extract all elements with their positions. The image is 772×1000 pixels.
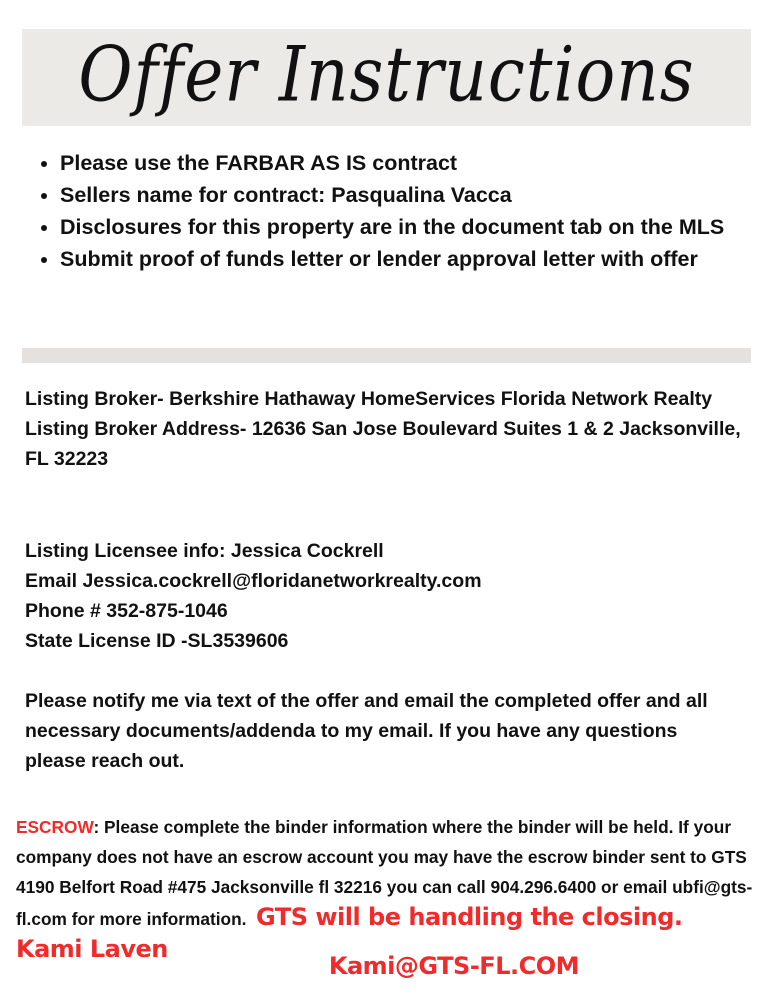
broker-address: Listing Broker Address- 12636 San Jose Boulevard Suites 1 & 2 Jacksonville, FL 32223 [25,418,741,470]
licensee-name: Listing Licensee info: Jessica Cockrell [25,540,384,562]
list-item: • Disclosures for this property are in the document tab on the MLS [60,211,772,243]
closing-contact-email: Kami@GTS-FL.COM [328,952,579,980]
page-title: Offer Instructions [78,30,695,119]
notify-paragraph: Please notify me via text of the offer and email the completed offer and all necessary documents/addenda to my email. If you have any questions please reach out. [25,690,708,772]
escrow-text: : Please complete the binder information where the binder will be held. If your company does not have an escrow account you may have the escrow binder sent to GTS 4190 Belfort Road #475 Jacksonville fl 32216 you can call 904.296.6400 or email ubfi@gts-fl.com for more information. [16,817,753,929]
instructions-list [33,147,772,275]
escrow-paragraph [16,812,756,966]
closing-note: GTS will be handling the closing. Kami Laven [16,903,683,963]
licensee-info [25,536,750,656]
licensee-license: State License ID -SL3539606 [25,630,289,652]
list-item: • Please use the FARBAR AS IS contract [60,147,772,179]
escrow-label: ESCROW [16,817,94,837]
title-banner [22,29,751,126]
list-item: • Submit proof of funds letter or lender approval letter with offer [60,243,772,275]
licensee-phone: Phone # 352-875-1046 [25,600,228,622]
broker-info [25,384,750,474]
broker-name: Listing Broker- Berkshire Hathaway HomeServices Florida Network Realty [25,388,713,410]
licensee-email: Email Jessica.cockrell@floridanetworkrealty.com [25,570,482,592]
divider [22,348,751,363]
list-item: • Sellers name for contract: Pasqualina Vacca [60,179,772,211]
